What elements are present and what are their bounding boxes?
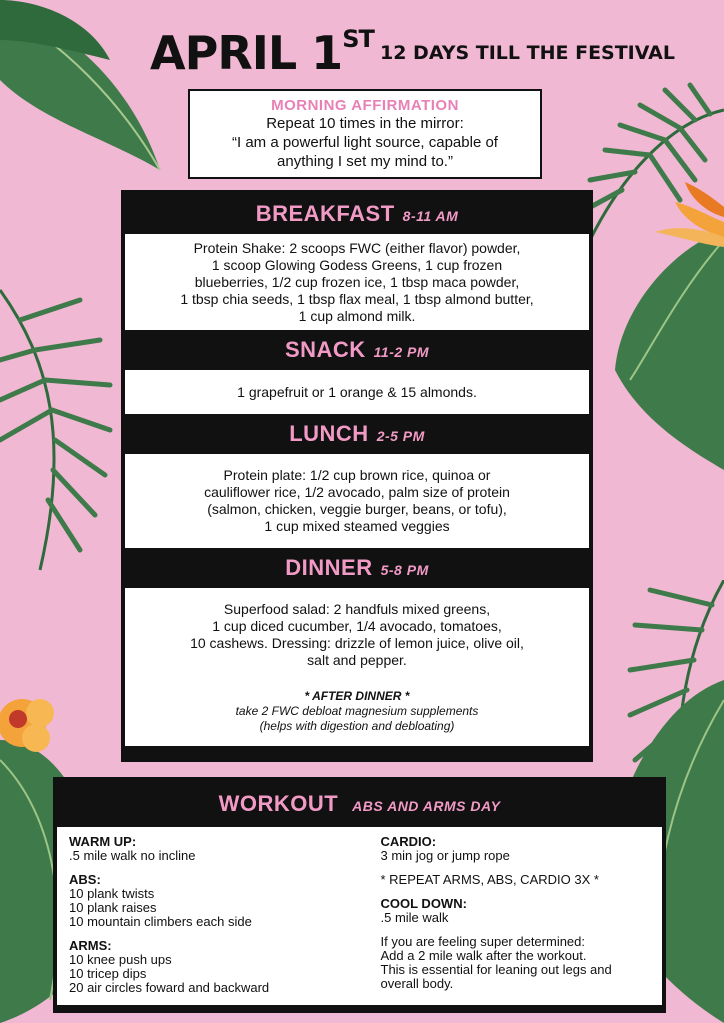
meal-line: 1 scoop Glowing Godess Greens, 1 cup frozen [211, 256, 503, 273]
meal-time: 5-8 PM [380, 562, 429, 578]
section-heading: COOL DOWN: [380, 896, 467, 911]
section-line: overall body. [380, 976, 454, 991]
snack-body [125, 370, 589, 414]
meal-line: blueberries, 1/2 cup frozen ice, 1 tbsp maca powder, [194, 273, 520, 290]
meal-line: Superfood salad: 2 handfuls mixed greens, [223, 600, 491, 617]
meal-name: SNACK [284, 337, 366, 362]
affirmation-line: anything I set my mind to.” [277, 153, 453, 170]
title-ordinal-suffix: ST [342, 24, 374, 53]
meal-line: Protein plate: 1/2 cup brown rice, quinoa or [223, 467, 491, 483]
morning-affirmation-box [188, 89, 542, 179]
section-line: Add a 2 mile walk after the workout. [380, 948, 587, 963]
breakfast-header [125, 194, 589, 234]
meal-name: DINNER [285, 555, 373, 580]
section-heading: WARM UP: [69, 834, 137, 849]
workout-header [57, 781, 662, 827]
section-line: This is essential for leaning out legs and [380, 962, 612, 977]
section-line: 3 min jog or jump rope [380, 848, 510, 863]
affirmation-heading: MORNING AFFIRMATION [271, 97, 459, 114]
workout-left-column [69, 835, 341, 1005]
orange-heliconia-icon [645, 182, 724, 252]
workout-section-arms [69, 939, 341, 995]
note-line: (helps with digestion and debloating) [259, 718, 455, 733]
section-line: .5 mile walk no incline [69, 848, 196, 863]
section-line: 10 plank raises [69, 900, 157, 915]
section-line: 10 plank twists [69, 886, 155, 901]
meal-time: 11-2 PM [373, 344, 430, 360]
affirmation-line: “I am a powerful light source, capable of [232, 134, 498, 151]
meal-line: 1 tbsp chia seeds, 1 tbsp flax meal, 1 tbsp almond butter, [180, 290, 534, 307]
meal-line: 1 cup diced cucumber, 1/4 avocado, tomatoes, [212, 617, 502, 634]
workout-section-bonus [381, 935, 653, 991]
section-line: 10 mountain climbers each side [69, 914, 252, 929]
section-line: 10 tricep dips [69, 966, 147, 981]
after-dinner-note [125, 689, 589, 734]
breakfast-body [125, 234, 589, 330]
workout-right-column [341, 835, 653, 1005]
meal-plan-panel [121, 190, 593, 762]
note-heading: * AFTER DINNER * [304, 688, 410, 703]
section-heading: ABS: [69, 872, 101, 887]
hibiscus-flower-icon [0, 683, 56, 763]
workout-section-repeat [381, 873, 653, 887]
dinner-header [125, 548, 589, 588]
dinner-body [125, 588, 589, 746]
workout-section-cardio [381, 835, 653, 863]
meal-line: 1 grapefruit or 1 orange & 15 almonds. [237, 383, 477, 400]
section-line: 20 air circles foward and backward [69, 980, 270, 995]
workout-panel [53, 777, 666, 1013]
meal-line: (salmon, chicken, veggie burger, beans, or tofu), [207, 501, 507, 517]
section-line: * REPEAT ARMS, ABS, CARDIO 3X * [380, 872, 599, 887]
palm-leaf-top-left [0, 0, 170, 180]
monstera-leaf-right [610, 230, 724, 470]
lunch-body [125, 454, 589, 548]
lunch-header [125, 414, 589, 454]
meal-line: cauliflower rice, 1/2 avocado, palm size of protein [204, 484, 510, 500]
meal-line: 10 cashews. Dressing: drizzle of lemon juice, olive oil, [190, 634, 524, 651]
meal-time: 8-11 AM [402, 208, 459, 224]
festival-countdown: 12 DAYS TILL THE FESTIVAL [380, 42, 675, 64]
workout-body [57, 827, 662, 1005]
section-heading: ARMS: [69, 938, 112, 953]
meal-name: BREAKFAST [255, 201, 395, 226]
affirmation-line: Repeat 10 times in the mirror: [266, 115, 464, 132]
palm-frond-left [0, 280, 120, 580]
section-line: .5 mile walk [380, 910, 449, 925]
meal-line: 1 cup almond milk. [298, 307, 416, 324]
workout-section-warm-up [69, 835, 341, 863]
section-line: If you are feeling super determined: [380, 934, 586, 949]
workout-subtitle: ABS AND ARMS DAY [352, 798, 501, 814]
meal-line: salt and pepper. [307, 651, 407, 668]
meal-line: 1 cup mixed steamed veggies [264, 518, 450, 534]
meal-name: LUNCH [289, 421, 369, 446]
meal-time: 2-5 PM [376, 428, 425, 444]
workout-section-abs [69, 873, 341, 929]
workout-section-cool-down [381, 897, 653, 925]
section-line: 10 knee push ups [69, 952, 172, 967]
section-heading: CARDIO: [380, 834, 437, 849]
note-line: take 2 FWC debloat magnesium supplements [235, 703, 479, 718]
meal-line: Protein Shake: 2 scoops FWC (either flavor) powder, [193, 239, 521, 256]
workout-title: WORKOUT [218, 791, 339, 816]
snack-header [125, 330, 589, 370]
page-title: APRIL 1ST [150, 24, 374, 80]
